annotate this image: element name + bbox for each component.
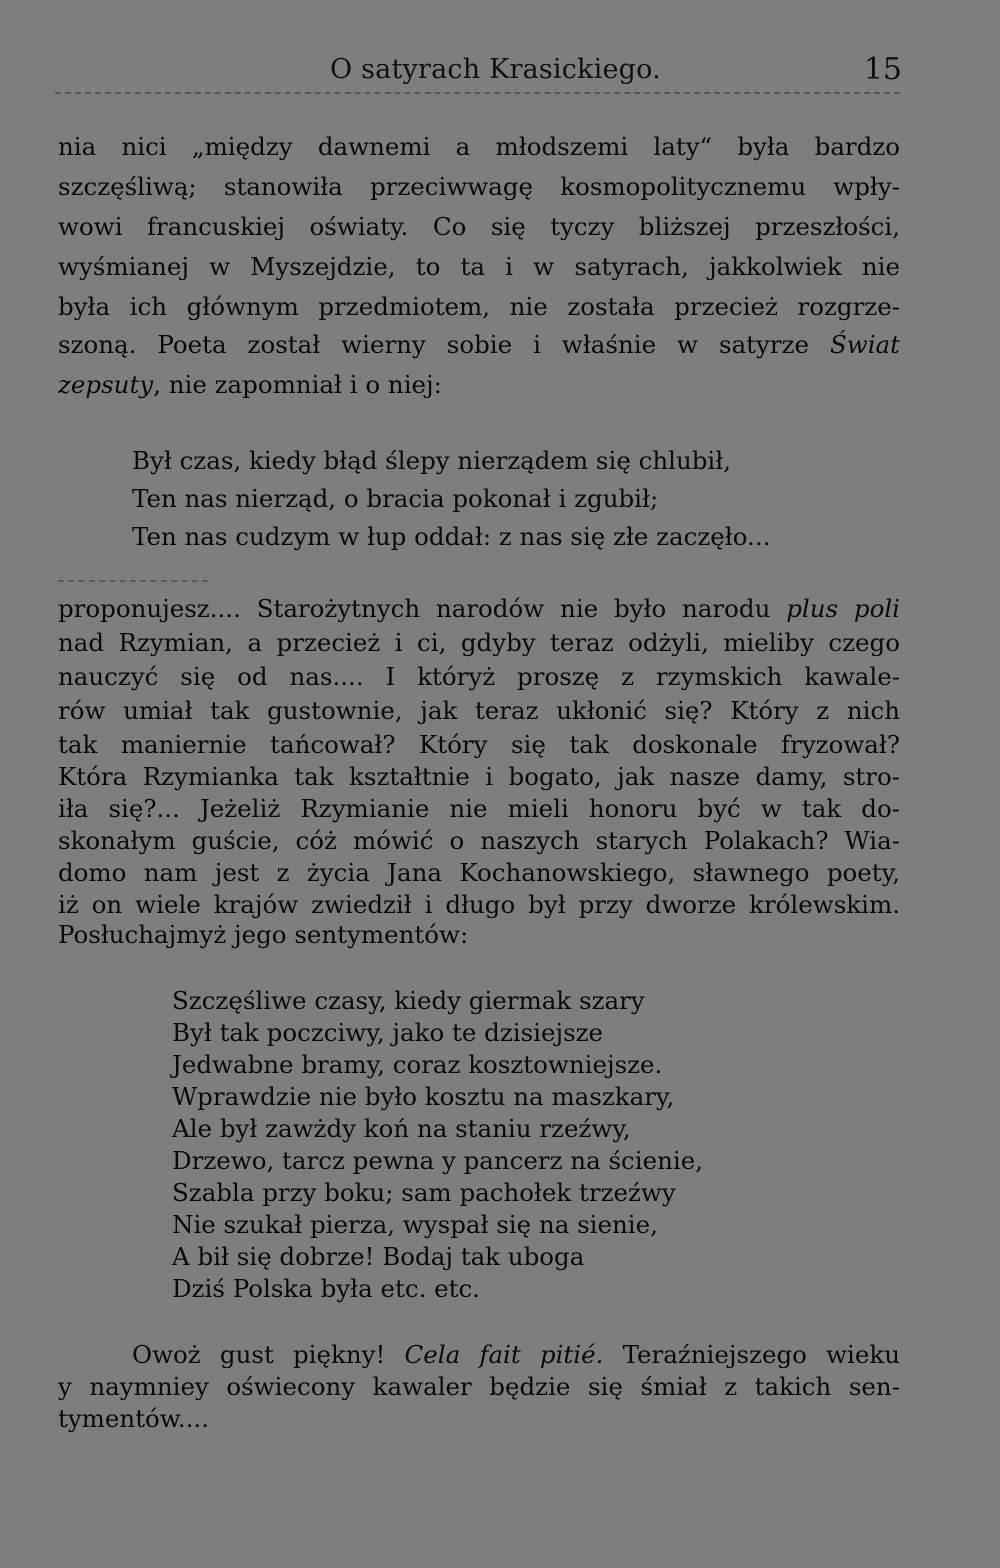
page-number: 15	[863, 52, 902, 87]
text-line: iła się?... Jeżeliż Rzymianie nie mieli honoru być w tak do-	[58, 794, 900, 823]
text-line	[58, 330, 900, 360]
text-line: skonałym guście, cóż mówić o naszych starych Polakach? Wia-	[58, 826, 900, 855]
verse-line: Dziś Polska była etc. etc.	[172, 1274, 480, 1303]
text-line: iż on wiele krajów zwiedził i długo był przy dworze królewskim.	[58, 890, 900, 919]
text-line: tak maniernie tańcował? Który się tak doskonale fryzował?	[58, 730, 900, 759]
section-separator	[58, 580, 208, 582]
text-line: domo nam jest z życia Jana Kochanowskiego, sławnego poety,	[58, 858, 900, 887]
verse-line: Był tak poczciwy, jako te dzisiejsze	[172, 1018, 604, 1047]
verse-line: Ten nas cudzym w łup oddał: z nas się złe zaczęło...	[132, 522, 771, 551]
text-line	[58, 594, 900, 624]
text-line: tymentów....	[58, 1404, 210, 1433]
italic-phrase: Cela fait pitié.	[404, 1340, 604, 1369]
verse-line: A bił się dobrze! Bodaj tak uboga	[172, 1242, 585, 1271]
verse-line: Jedwabne bramy, coraz kosztowniejsze.	[172, 1050, 663, 1079]
italic-phrase: plus poli	[786, 594, 900, 623]
italic-title: Świat	[829, 330, 900, 359]
text-line: rów umiał tak gustownie, jak teraz ukłonić się? Który z nich	[58, 696, 900, 725]
verse-line: Ale był zawżdy koń na staniu rzeźwy,	[172, 1114, 631, 1143]
text-span: Teraźniejszego wieku	[603, 1340, 901, 1369]
text-line: szczęśliwą; stanowiła przeciwwagę kosmopolitycznemu wpły-	[58, 172, 900, 201]
text-span: , nie zapomniał i o niej:	[153, 370, 442, 399]
text-span: Owoż gust piękny!	[132, 1340, 405, 1369]
verse-line: Nie szukał pierza, wyspał się na sienie,	[172, 1210, 658, 1239]
header-rule	[55, 92, 900, 94]
verse-line: Szczęśliwe czasy, kiedy giermak szary	[172, 986, 645, 1015]
text-span: proponujesz.... Starożytnych narodów nie było narodu	[58, 594, 787, 623]
text-line	[58, 370, 442, 400]
text-line: y naymniey oświecony kawaler będzie się śmiał z takich sen-	[58, 1372, 900, 1401]
verse-line: Ten nas nierząd, o bracia pokonał i zgubił;	[132, 484, 659, 513]
text-line: nia nici „między dawnemi a młodszemi laty“ była bardzo	[58, 132, 900, 161]
verse-line: Był czas, kiedy błąd ślepy nierządem się chlubił,	[132, 446, 731, 475]
verse-line: Szabla przy boku; sam pachołek trzeźwy	[172, 1178, 676, 1207]
text-line	[132, 1340, 900, 1370]
page-header	[0, 50, 1000, 90]
text-line: wowi francuskiej oświaty. Co się tyczy bliższej przeszłości,	[58, 212, 900, 241]
verse-line: Drzewo, tarcz pewna y pancerz na ścienie,	[172, 1146, 703, 1175]
text-line: Posłuchajmyż jego sentymentów:	[58, 920, 469, 949]
running-title: O satyrach Krasickiego.	[330, 54, 661, 85]
text-line: nauczyć się od nas.... I któryż proszę z rzymskich kawale-	[58, 662, 900, 691]
text-line: wyśmianej w Myszejdzie, to ta i w satyrach, jakkolwiek nie	[58, 252, 900, 281]
verse-line: Wprawdzie nie było kosztu na maszkary,	[172, 1082, 675, 1111]
text-span: szoną. Poeta został wierny sobie i właśnie w satyrze	[58, 330, 830, 359]
text-line: Która Rzymianka tak kształtnie i bogato, jak nasze damy, stro-	[58, 762, 900, 791]
text-line: była ich głównym przedmiotem, nie została przecież rozgrze-	[58, 292, 900, 321]
text-line: nad Rzymian, a przecież i ci, gdyby teraz odżyli, mieliby czego	[58, 628, 900, 657]
italic-title: zepsuty	[58, 370, 154, 399]
